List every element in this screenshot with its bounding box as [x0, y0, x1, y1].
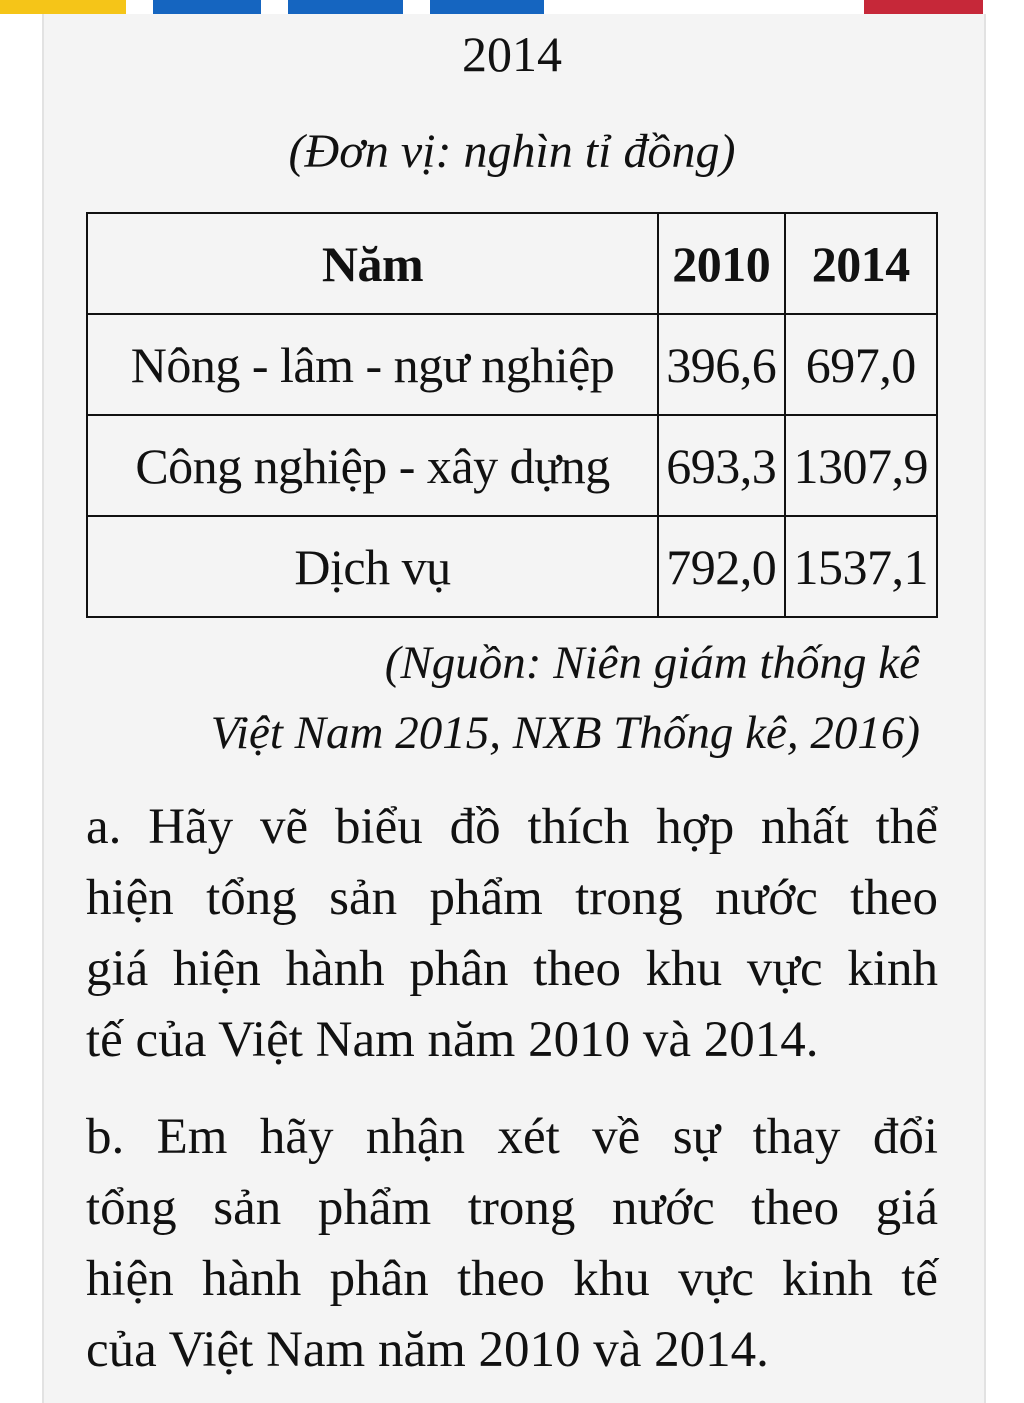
table-row: [87, 415, 937, 516]
top-tab-strip: [0, 0, 1024, 14]
cell-value: 1307,9: [785, 415, 937, 516]
question-b-line: b. Em hãy nhận xét về sự thay đổi: [86, 1109, 938, 1165]
unit-note: (Đơn vị: nghìn tỉ đồng): [288, 125, 736, 178]
header-2014: 2014: [785, 213, 937, 314]
title-year: 2014: [462, 26, 562, 82]
cell-value: 1537,1: [785, 516, 937, 617]
source-line-2: Việt Nam 2015, NXB Thống kê, 2016): [210, 707, 920, 759]
table-row: [87, 314, 937, 415]
question-b-line: của Việt Nam năm 2010 và 2014.: [86, 1322, 769, 1378]
question-a-line: giá hiện hành phân theo khu vực kinh: [86, 941, 938, 997]
gdp-table: [86, 212, 938, 618]
table-row: [87, 516, 937, 617]
tab-blue-2[interactable]: [288, 0, 403, 14]
cell-value: 792,0: [658, 516, 784, 617]
question-a-line: a. Hãy vẽ biểu đồ thích hợp nhất thể: [86, 799, 938, 855]
question-b-line: hiện hành phân theo khu vực kinh tế: [86, 1251, 938, 1307]
source-citation: [100, 628, 920, 768]
row-label: Nông - lâm - ngư nghiệp: [87, 314, 658, 415]
cell-value: 693,3: [658, 415, 784, 516]
tab-blue-3[interactable]: [430, 0, 544, 14]
source-line-1: (Nguồn: Niên giám thống kê: [384, 637, 920, 689]
row-label: Dịch vụ: [87, 516, 658, 617]
cell-value: 697,0: [785, 314, 937, 415]
tab-yellow[interactable]: [0, 0, 126, 14]
table-header-row: [87, 213, 937, 314]
tab-blue-1[interactable]: [153, 0, 261, 14]
row-label: Công nghiệp - xây dựng: [87, 415, 658, 516]
question-a-line: hiện tổng sản phẩm trong nước theo: [86, 870, 938, 926]
cell-value: 396,6: [658, 314, 784, 415]
header-2010: 2010: [658, 213, 784, 314]
question-a: [86, 792, 938, 1076]
question-b-line: tổng sản phẩm trong nước theo giá: [86, 1180, 938, 1236]
tab-red[interactable]: [864, 0, 983, 14]
header-year-label: Năm: [87, 213, 658, 314]
question-b: [86, 1102, 938, 1386]
question-a-line: tế của Việt Nam năm 2010 và 2014.: [86, 1012, 819, 1068]
